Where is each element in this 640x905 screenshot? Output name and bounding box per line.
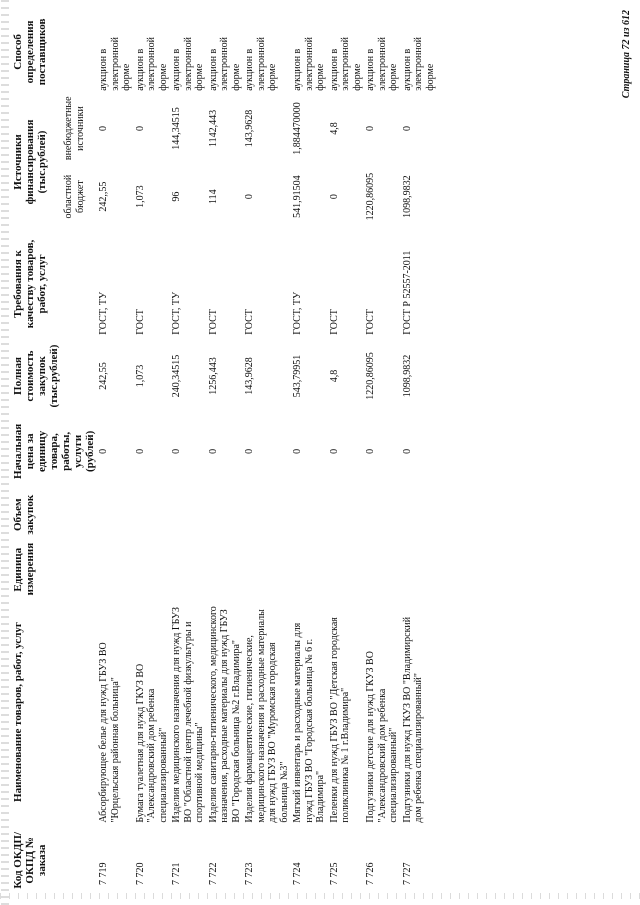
row-requirements: ГОСТ, ТУ (98, 291, 109, 335)
row-method: аукцион в электронной форме (98, 36, 132, 91)
header-source-external: внебюджетные источники (63, 96, 87, 161)
row-method: аукцион в электронной форме (401, 36, 436, 91)
row-price: 0 (401, 448, 413, 454)
row-code: 7 719 (98, 862, 109, 885)
row-regional: 1,073 (134, 185, 146, 208)
row-unit (170, 541, 207, 598)
row-unit (207, 541, 244, 598)
row-regional: 114 (207, 189, 219, 204)
row-method: аукцион в электронной форме (365, 36, 399, 91)
row-regional: 242,,55 (98, 181, 109, 212)
row-total: 1098,9832 (401, 354, 413, 398)
table-row (207, 10, 244, 895)
header-price: Начальная цена за единицу товара, работы, услуги (рублей) (12, 423, 96, 479)
header-source-regional: областной бюджет (63, 174, 87, 219)
row-price: 0 (292, 448, 303, 454)
row-external: 144,34515 (171, 107, 182, 150)
page-number: Страница 72 из 612 (621, 10, 632, 99)
row-unit (401, 541, 438, 598)
row-external: 4,8 (328, 122, 340, 135)
row-external: 0 (365, 125, 376, 131)
row-code: 7 727 (401, 862, 413, 885)
header-volume: Объем закупок (12, 494, 36, 535)
row-regional: 1098,9832 (401, 175, 413, 218)
row-code: 7 720 (134, 862, 146, 885)
procurement-table (10, 10, 437, 895)
row-total: 242,55 (98, 362, 109, 390)
table-header (10, 10, 97, 895)
header-sources: Источники финансирования (тыс.рублей) (12, 119, 48, 205)
row-name: Абсорбирующее белье для нужд ГБУЗ ВО "Юрцельская районная больница" (98, 642, 121, 823)
row-code: 7 724 (292, 862, 303, 885)
row-requirements: ГОСТ (244, 309, 255, 335)
row-regional: 0 (244, 194, 255, 200)
row-unit (364, 541, 401, 598)
row-price: 0 (207, 448, 219, 454)
row-name: Бумага туалетная для нужд ГКУЗ ВО "Александровский дом ребенка специализированный" (134, 663, 169, 823)
row-name: Мягкий инвентарь и расходные материалы для нужд ГБУЗ ВО "Городская больница № 6 г. Владимира" (292, 622, 326, 823)
row-requirements: ГОСТ, ТУ (171, 291, 182, 335)
header-requirements: Требования к качеству товаров, работ, услуг (12, 239, 48, 329)
row-total: 1,073 (134, 364, 146, 388)
row-method: аукцион в электронной форме (292, 36, 326, 91)
row-name: Подгузники для нужд ГКУЗ ВО "Владимирский дом ребенка специализированный" (401, 616, 424, 823)
row-regional: 1220,86095 (365, 172, 376, 221)
row-unit (243, 541, 291, 598)
row-name: Изделия медицинского назначения для нужд ГБУЗ ВО "Областной центр лечебной физкультуры и спортивной медицины" (171, 606, 205, 823)
row-external: 143,9628 (244, 109, 255, 148)
row-regional: 0 (328, 194, 340, 200)
row-price: 0 (98, 448, 109, 454)
row-method: аукцион в электронной форме (244, 36, 278, 91)
row-price: 0 (134, 448, 146, 454)
row-volume (97, 488, 134, 541)
row-code: 7 723 (244, 862, 255, 885)
row-method: аукцион в электронной форме (171, 36, 205, 91)
row-external: 0 (134, 125, 146, 131)
row-volume (243, 488, 291, 541)
header-method: Способ определения поставщиков (12, 18, 48, 86)
row-volume (364, 488, 401, 541)
row-unit (97, 541, 134, 598)
header-total: Полная стоимость закупок (тыс.рублей) (12, 344, 60, 408)
row-code: 7 722 (207, 862, 219, 885)
row-name: Изделия санитарно-гигиенического, медицинского назначения, расходные материалы для нужд ГБУЗ ВО "Городская больница №2 г.Владимира" (207, 606, 242, 823)
header-code: Код ОКДП/ ОКПД № заказа (12, 832, 48, 889)
table-row (364, 10, 401, 895)
row-method: аукцион в электронной форме (134, 36, 169, 91)
table-row (401, 10, 438, 895)
table-row (291, 10, 328, 895)
table-row (328, 10, 365, 895)
row-name: Подгузники детские для нужд ГКУЗ ВО "Александровский дом ребенка специализированный" (365, 651, 399, 823)
row-total: 4,8 (328, 369, 340, 383)
table-row (170, 10, 207, 895)
row-total: 143,9628 (244, 357, 255, 395)
row-method: аукцион в электронной форме (328, 36, 363, 91)
row-external: 1142,443 (207, 109, 219, 148)
header-name: Наименование товаров, работ, услуг (12, 622, 24, 802)
row-price: 0 (365, 448, 376, 454)
table-row (97, 10, 134, 895)
row-volume (207, 488, 244, 541)
row-unit (134, 541, 171, 598)
row-total: 240,34515 (171, 354, 182, 398)
row-requirements: ГОСТ Р 52557-2011 (401, 250, 413, 335)
row-requirements: ГОСТ (328, 309, 340, 335)
row-regional: 541,91504 (292, 175, 303, 218)
row-volume (328, 488, 365, 541)
row-code: 7 726 (365, 862, 376, 885)
row-name: Пеленки для нужд ГБУЗ ВО "Детская городская поликлиника № 1 г.Владимира" (328, 617, 351, 823)
table-row (134, 10, 171, 895)
row-total: 1220,86095 (365, 352, 376, 400)
table-row (243, 10, 291, 895)
row-code: 7 725 (328, 862, 340, 885)
row-name: Изделия фармацевтические, гигиенические, медицинского назначения и расходные материалы для нужд ГБУЗ ВО "Муромская городская больница №3" (244, 609, 290, 823)
row-volume (401, 488, 438, 541)
row-requirements: ГОСТ (365, 309, 376, 335)
row-external: 1,884470000 (292, 102, 303, 155)
table-body (97, 10, 437, 895)
header-unit: Единица измерения (12, 542, 36, 596)
row-volume (291, 488, 328, 541)
row-price: 0 (328, 448, 340, 454)
row-regional: 96 (171, 191, 182, 202)
row-requirements: ГОСТ (207, 309, 219, 335)
row-price: 0 (171, 448, 182, 454)
row-external: 0 (401, 125, 413, 131)
row-code: 7 721 (171, 862, 182, 885)
row-total: 1256,443 (207, 357, 219, 395)
row-external: 0 (98, 125, 109, 131)
row-unit (291, 541, 328, 598)
row-method: аукцион в электронной форме (207, 36, 242, 91)
row-requirements: ГОСТ (134, 309, 146, 335)
row-volume (170, 488, 207, 541)
row-volume (134, 488, 171, 541)
row-requirements: ГОСТ, ТУ (292, 291, 303, 335)
scan-edge (1, 0, 9, 905)
row-unit (328, 541, 365, 598)
row-total: 543,79951 (292, 354, 303, 398)
row-price: 0 (244, 448, 255, 454)
